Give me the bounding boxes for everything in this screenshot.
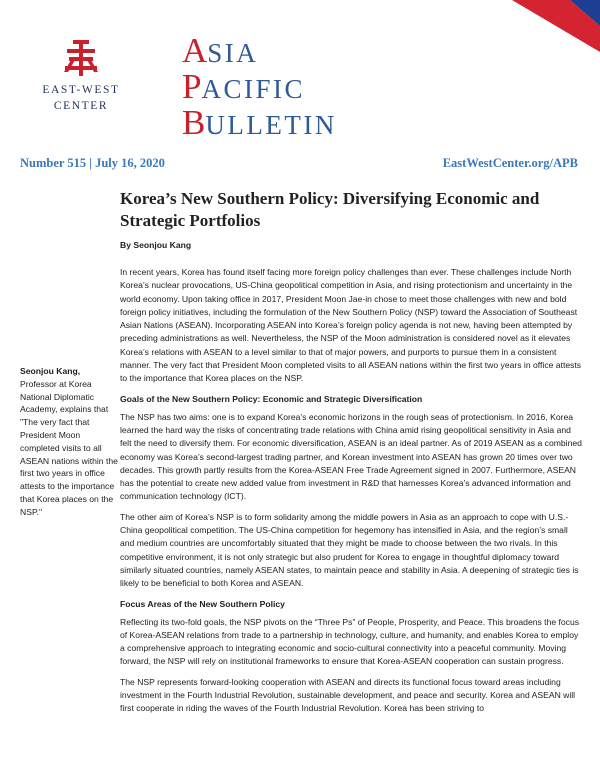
logo-name-line-2: CENTER: [53, 100, 109, 112]
masthead-line-asia: ASIA: [182, 31, 259, 70]
body-paragraph-1: In recent years, Korea has found itself facing more foreign policy challenges than ever. These challenges include North Korea’s nuclear provocations, US-China geopolitical competition in Asia, and rising protectionism and uncertainty in the world economy. Upon taking office in 2017, President Moon Jae-in chose to meet those challenges with new and bold foreign policy initiatives, including the formulation of the New Southern Policy (NSP) toward the Association of Southeast Asian Nations (ASEAN). Incorporating ASEAN into Korea’s foreign policy agenda is not new, having been attempted by preceding administrations as well. Nevertheless, the NSP of the Moon administration is considered novel as it elevates Korea’s relations with ASEAN to a level similar to that of major powers, and purports to pursue them in a consistent manner. The very fact that President Moon completed visits to all ASEAN nations within the first two years in office attests to the importance that Korea places on the NSP.: [120, 267, 582, 384]
section-heading-goals: Goals of the New Southern Policy: Economic and Strategic Diversification: [120, 393, 423, 404]
body-paragraph-4: Reflecting its two-fold goals, the NSP pivots on the “Three Ps” of People, Prosperity, and Peace. This broadens the focus of Korea-ASEAN relations from trade to a partnership in technology, culture, and humanity, and enables Korea to employ a comprehensive approach to integrating economic and socio-cultural connectivity into a peaceful community. Moving forward, the NSP will rely on institutional frameworks to ensure that Korea-ASEAN cooperation can sustain progress.: [120, 616, 580, 667]
body-paragraph-3: The other aim of Korea’s NSP is to form solidarity among the middle powers in Asia as an approach to cope with U.S.-China geopolitical competition. The US-China competition for hegemony has intensified in Asia, and the region’s small and medium countries are uncomfortably situated that they might be made to choose between the two rivals. In this competitive environment, it is not only strategic but also prudent for Korea to engage in thoughtful diplomacy toward similarly situated countries, namely ASEAN states, to maintain peace and stability in Asia. A deepening of strategic ties is likely to be beneficial to both Korea and ASEAN.: [120, 511, 579, 589]
east-west-center-logo: [26, 40, 136, 114]
issue-number-date: Number 515 | July 16, 2020: [20, 156, 165, 170]
body-paragraph-2: The NSP has two aims: one is to expand Korea’s economic horizons in the rough seas of protectionism. In 2016, Korea learned the hard way the risks of concentrating trade relations with China amid rising geopolitical sensitivity in Asia and felt the need to diversify them. For economic diversification, ASEAN is an ideal partner. As of 2019 ASEAN as a combined economy was Korea’s second-largest trading partner, and Korean investment into ASEAN has grown 20 times over two decades. This growth partly results from the Korea-ASEAN Free Trade Agreement signed in 2007. Furthermore, ASEAN has the potential to create new added value from investment in R&D that harnesses Korea’s advanced information and communication technology (ICT).: [120, 411, 582, 502]
author-description-quote: Professor at Korea National Diplomatic Academy, explains that "The very fact that President Moon completed visits to all ASEAN nations within the first two years in office attests to the importance that Korea places on the NSP.": [20, 378, 118, 517]
website-link[interactable]: EastWestCenter.org/APB: [442, 156, 578, 170]
masthead-line-pacific: PACIFIC: [182, 67, 305, 106]
body-paragraph-5: The NSP represents forward-looking cooperation with ASEAN and directs its functional focus toward areas including investment in the Fourth Industrial Revolution, sustainable development, and peace and security. Korea and ASEAN will first cooperate in riding the waves of the Fourth Industrial Revolution. Korea has been striving to: [120, 676, 576, 714]
masthead-line-bulletin: BULLETIN: [182, 103, 337, 142]
author-name: Seonjou Kang,: [20, 366, 81, 376]
asia-pacific-bulletin-masthead: [182, 31, 337, 142]
article-byline: By Seonjou Kang: [120, 240, 192, 250]
author-sidebar: [20, 365, 118, 519]
article-body: [120, 266, 582, 723]
section-heading-focus-areas: Focus Areas of the New Southern Policy: [120, 598, 285, 609]
issue-meta-line: [20, 156, 578, 171]
corner-flag-decoration: [512, 0, 600, 56]
east-west-center-mark-icon: [64, 40, 98, 76]
logo-name-line-1: EAST-WEST: [42, 84, 120, 96]
article-title: Korea’s New Southern Policy: Diversifying Economic and Strategic Portfolios: [120, 189, 540, 230]
